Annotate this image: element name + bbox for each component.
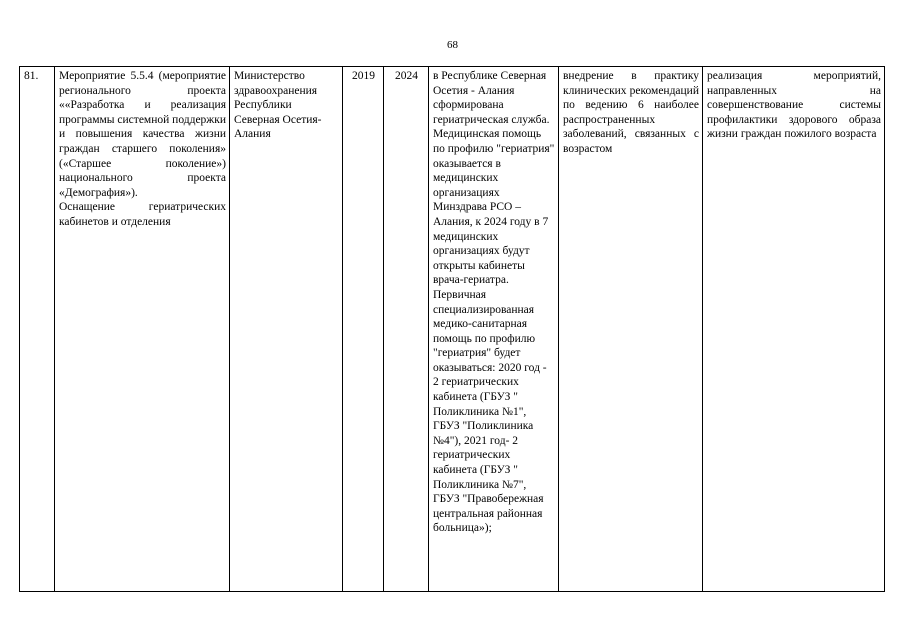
event-title: Мероприятие 5.5.4 (мероприятие регионального проекта ««Разработка и реализация программы системной поддержки и повышения качества жизни граждан старшего поколения» («Старшее поколение») национального проекта «Демография»).	[59, 70, 226, 199]
page-number: 68	[447, 39, 458, 51]
table-row	[20, 67, 885, 592]
measures-table	[19, 66, 885, 592]
row-number-cell: 81.	[20, 67, 55, 592]
start-year-cell: 2019	[343, 67, 384, 592]
goal-cell: реализация мероприятий, направленных на совершенствование системы профилактики здорового образа жизни граждан пожилого возраста	[703, 67, 885, 592]
result-cell: в Республике Северная Осетия - Алания сформирована гериатрическая служба. Медицинская помощь по профилю "гериатрия" оказывается в медицинских организациях Минздрава РСО – Алания, к 2024 году в 7 медицинских организациях будут открыты кабинеты врача-гериатра. Первичная специализированная медико-санитарная помощь по профилю "гериатрия" будет оказываться: 2020 год - 2 гериатрических кабинета (ГБУЗ " Поликлиника №1", ГБУЗ "Поликлиника №4"), 2021 год- 2 гериатрических кабинета (ГБУЗ " Поликлиника №7", ГБУЗ "Правобережная центральная районная больница»);	[429, 67, 559, 592]
event-cell	[55, 67, 230, 592]
implementation-cell: внедрение в практику клинических рекомендаций по ведению 6 наиболее распространенных заболеваний, связанных с возрастом	[559, 67, 703, 592]
event-subtitle: Оснащение гериатрических кабинетов и отделения	[59, 201, 226, 228]
executor-cell: Министерство здравоохранения Республики Северная Осетия-Алания	[230, 67, 343, 592]
end-year-cell: 2024	[384, 67, 429, 592]
